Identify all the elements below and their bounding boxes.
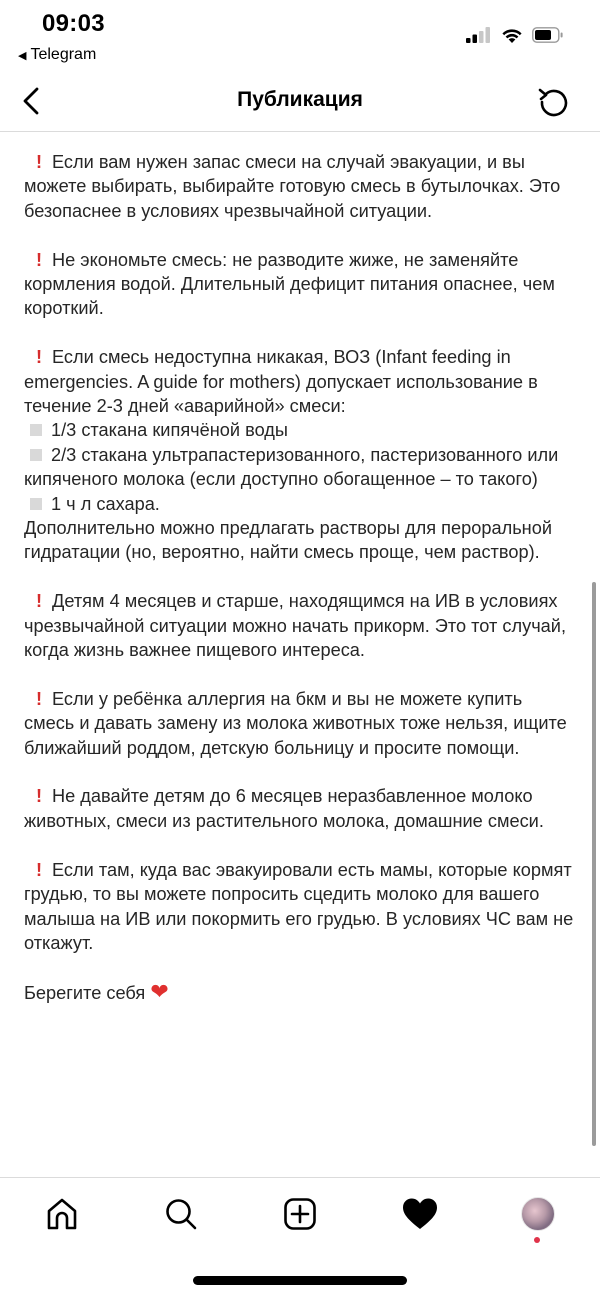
- paragraph: [24, 589, 576, 662]
- closing-line: [24, 980, 576, 1005]
- square-bullet-icon: [30, 424, 42, 436]
- paragraph: [24, 784, 576, 833]
- paragraph: [24, 687, 576, 760]
- tab-profile[interactable]: [518, 1194, 558, 1234]
- status-time: 09:03: [42, 10, 105, 37]
- notification-dot: [534, 1237, 540, 1243]
- exclamation-icon: !: [35, 688, 43, 709]
- back-to-app-link[interactable]: [18, 46, 96, 64]
- list-item: 2/3 стакана ультрапастеризованного, пастеризованного или кипяченого молока (если доступно обогащенное – то такого): [24, 444, 559, 490]
- paragraph-text: Не давайте детям до 6 месяцев неразбавленное молоко животных, смеси из растительного молока, домашние смеси.: [24, 786, 544, 831]
- scrollbar[interactable]: [592, 582, 596, 1146]
- wifi-icon: [500, 26, 524, 44]
- signal-icon: [466, 27, 492, 43]
- tab-activity[interactable]: [400, 1194, 440, 1234]
- post-caption: [24, 150, 576, 1030]
- status-icons: [466, 26, 564, 44]
- plus-square-icon: [283, 1197, 317, 1231]
- refresh-icon: [537, 85, 571, 119]
- tab-home[interactable]: [42, 1194, 82, 1234]
- exclamation-icon: !: [35, 249, 43, 270]
- paragraph-text: Если у ребёнка аллергия на бкм и вы не можете купить смесь и давать замену из молока животных тоже нельзя, ищите ближайший роддом, детскую больницу и просите помощи.: [24, 688, 567, 758]
- exclamation-icon: !: [35, 591, 43, 612]
- square-bullet-icon: [30, 498, 42, 510]
- exclamation-icon: !: [35, 152, 43, 172]
- paragraph-text: Если смесь недоступна никакая, ВОЗ (Infant feeding in emergencies. A guide for mothers) допускает использование в течение 2-3 дней «аварийной» смеси:: [24, 347, 538, 417]
- back-app-label: Telegram: [30, 46, 97, 63]
- paragraph: [24, 858, 576, 956]
- home-icon: [45, 1197, 79, 1231]
- status-bar: [0, 0, 600, 72]
- square-bullet-icon: [30, 449, 42, 461]
- exclamation-icon: !: [35, 347, 43, 368]
- nav-bar: [0, 72, 600, 132]
- battery-icon: [532, 27, 564, 43]
- paragraph-text: Детям 4 месяцев и старше, находящимся на ИВ в условиях чрезвычайной ситуации можно начать прикорм. Это тот случай, когда жизнь важнее пищевого интереса.: [24, 591, 567, 661]
- page-title: Публикация: [237, 88, 363, 111]
- closing-text: Берегите себя: [24, 982, 146, 1003]
- back-triangle-icon: ◀: [18, 49, 27, 62]
- tab-create[interactable]: [280, 1194, 320, 1234]
- paragraph-text: Если там, куда вас эвакуировали есть мамы, которые кормят грудью, то вы можете попросить сцедить молоко для вашего малыша на ИВ или покормить его грудью. В условиях ЧС вам не откажут.: [24, 859, 574, 953]
- paragraph-after-text: Дополнительно можно предлагать растворы для пероральной гидратации (но, вероятно, найти смесь проще, чем раствор).: [24, 518, 552, 563]
- list-item: 1 ч л сахара.: [24, 492, 576, 516]
- tab-search[interactable]: [161, 1194, 201, 1234]
- red-heart-emoji-icon: ❤: [150, 978, 169, 1004]
- list-item: 1/3 стакана кипячёной воды: [24, 418, 576, 442]
- avatar: [521, 1197, 555, 1231]
- refresh-button[interactable]: [536, 84, 572, 120]
- exclamation-icon: !: [35, 859, 43, 880]
- paragraph: [24, 248, 576, 321]
- search-icon: [164, 1197, 198, 1231]
- bottom-tab-bar: [0, 1177, 600, 1247]
- heart-icon: [402, 1197, 438, 1231]
- paragraph-text: Если вам нужен запас смеси на случай эвакуации, и вы можете выбирать, выбирайте готовую смесь в бутылочках. Это безопаснее в условиях чрезвычайной ситуации.: [24, 152, 561, 221]
- exclamation-icon: !: [35, 786, 43, 807]
- paragraph-text: Не экономьте смесь: не разводите жиже, не заменяйте кормления водой. Длительный дефицит питания опаснее, чем короткий.: [24, 249, 555, 319]
- paragraph: [24, 150, 576, 223]
- paragraph: [24, 345, 576, 565]
- home-indicator[interactable]: [193, 1276, 407, 1285]
